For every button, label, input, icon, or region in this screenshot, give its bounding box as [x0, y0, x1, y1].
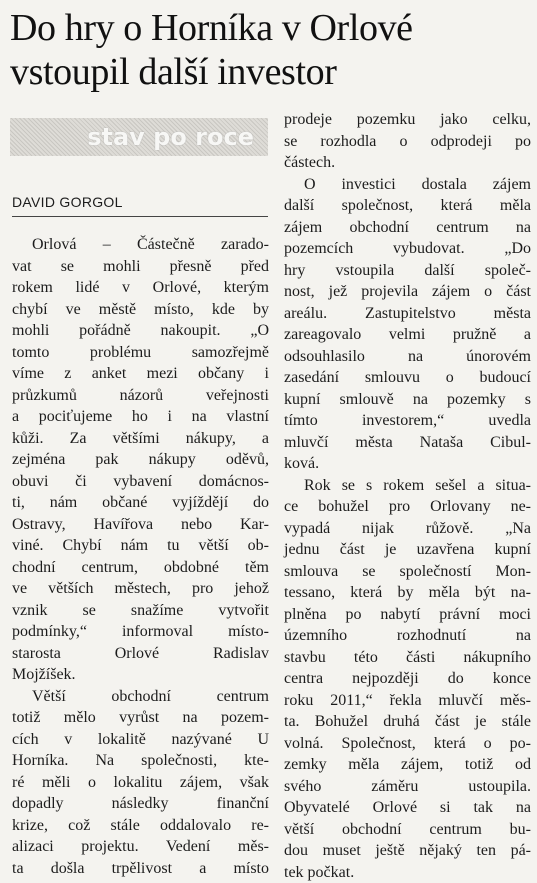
article-line: plněna po nabytí právní moci — [284, 604, 531, 626]
article-line: odsouhlasilo na únorovém — [284, 346, 531, 368]
section-tag-label: stav po roce — [87, 120, 254, 154]
article-line: Ostravy, Havířova nebo Kar- — [12, 514, 269, 536]
article-line: ti, nám občané vyjíždějí do — [12, 492, 269, 514]
article-line: vznik se snažíme vytvořit — [12, 600, 269, 622]
article-line: krize, což stále oddalovalo re- — [12, 815, 269, 837]
article-line: rokem lidé v Orlové, kterým — [12, 277, 269, 299]
article-line: ce bohužel pro Orlovany ne- — [284, 496, 531, 518]
article-line: a pociťujeme ho i na vlastní — [12, 406, 269, 428]
article-line: průzkumů názorů veřejnosti — [12, 385, 269, 407]
headline-line: Do hry o Horníka v Orlové — [10, 6, 530, 50]
article-line: centra nejpozději do konce — [284, 668, 531, 690]
article-line: větší obchodní centrum bu- — [284, 819, 531, 841]
article-line: zasedání smlouvu o budoucí — [284, 367, 531, 389]
article-line: částech. — [284, 152, 531, 174]
article-line: vypadá nijak růžově. „Na — [284, 518, 531, 540]
article-line: Obyvatelé Orlové si tak na — [284, 797, 531, 819]
article-line: kůži. Za většími nákupy, a — [12, 428, 269, 450]
article-line: podmínky,“ informoval místo- — [12, 621, 269, 643]
article-line: volná. Společnost, která o po- — [284, 733, 531, 755]
article-line: pozemcích vybudovat. „Do — [284, 238, 531, 260]
article-line: se rozhodla o odprodeji po — [284, 131, 531, 153]
article-line: roku 2011,“ řekla mluvčí měs- — [284, 690, 531, 712]
article-line: Rok se s rokem sešel a situa- — [284, 475, 531, 497]
article-line: dou muset ještě nějaký ten pá- — [284, 840, 531, 862]
headline — [10, 6, 530, 94]
article-line: areálu. Zastupitelstvo města — [284, 303, 531, 325]
article-line: ta došla trpělivost a místo — [12, 858, 269, 880]
article-line: starosta Orlové Radislav — [12, 643, 269, 665]
article-line: nost, jež projevila zájem o část — [284, 281, 531, 303]
article-line: alizaci projektu. Vedení měs- — [12, 836, 269, 858]
article-line: vat se mohli přesně před — [12, 256, 269, 278]
article-line: zareagovalo velmi pružně a — [284, 324, 531, 346]
headline-line: vstoupil další investor — [10, 50, 530, 94]
article-line: mluvčí města Nataša Cibul- — [284, 432, 531, 454]
article-line: ré měli o lokalitu zájem, však — [12, 772, 269, 794]
article-line: zejména pak nákupy oděvů, — [12, 449, 269, 471]
article-line: další společnost, která měla — [284, 195, 531, 217]
article-line: tessano, která by měla být na- — [284, 582, 531, 604]
article-line: viné. Chybí nám tu větší ob- — [12, 535, 269, 557]
article-line: O investici dostala zájem — [284, 174, 531, 196]
article-line: zájem obchodní centrum na — [284, 217, 531, 239]
article-line: cích v lokalitě nazývané U — [12, 729, 269, 751]
article-line: Horníka. Na společnosti, kte- — [12, 750, 269, 772]
article-column-right — [284, 109, 531, 883]
article-line: tek počkat. — [284, 862, 531, 883]
article-line: obuvi či vybavení domácnos- — [12, 471, 269, 493]
article-line: tomto problému samozřejmě — [12, 342, 269, 364]
section-tag — [10, 118, 268, 156]
article-line: tímto investorem,“ uvedla — [284, 410, 531, 432]
article-line: Větší obchodní centrum — [12, 686, 269, 708]
article-line: stavbu této části nákupního — [284, 647, 531, 669]
article-line: kupní smlouvě na pozemky s — [284, 389, 531, 411]
article-line: víme z anket mezi občany i — [12, 363, 269, 385]
article-line: Mojžíšek. — [12, 664, 269, 686]
article-line: dopadly následky finanční — [12, 793, 269, 815]
article-line: jednu část je uzavřena kupní — [284, 539, 531, 561]
article-line: územního rozhodnutí na — [284, 625, 531, 647]
article-line: Orlová – Částečně zarado- — [12, 234, 269, 256]
byline: DAVID GORGOL — [12, 193, 268, 217]
article-line: ve větších městech, pro jehož — [12, 578, 269, 600]
article-line: mohli pořádně nakoupit. „O — [12, 320, 269, 342]
article-line: smlouva se společností Mon- — [284, 561, 531, 583]
article-line: chodní centrum, obdobné těm — [12, 557, 269, 579]
article-line: svého záměru ustoupila. — [284, 776, 531, 798]
article-line: chybí ve městě místo, kde by — [12, 299, 269, 321]
article-line: ta. Bohužel druhá část je stále — [284, 711, 531, 733]
article-line: prodeje pozemku jako celku, — [284, 109, 531, 131]
article-line: zemky měla zájem, totiž od — [284, 754, 531, 776]
article-line: hry vstoupila další společ- — [284, 260, 531, 282]
article-line: ková. — [284, 453, 531, 475]
article-column-left — [12, 234, 269, 879]
article-line: totiž mělo vyrůst na pozem- — [12, 707, 269, 729]
